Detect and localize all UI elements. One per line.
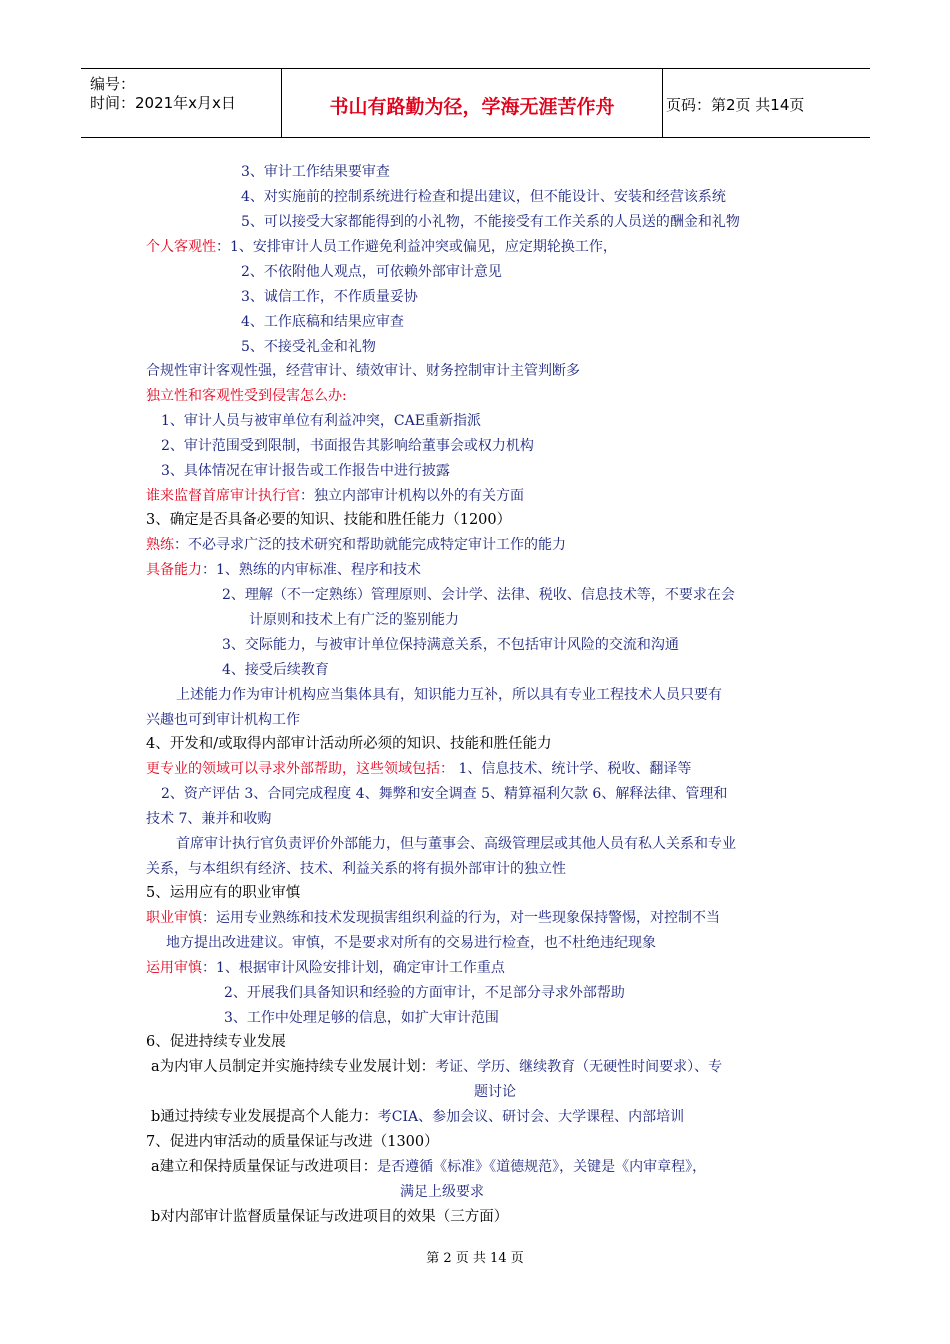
body-text: 4、对实施前的控制系统进行检查和提出建议，但不能设计、安装和经营该系统 bbox=[241, 189, 726, 205]
text-line bbox=[241, 263, 502, 281]
text-line bbox=[241, 313, 404, 331]
text-line bbox=[151, 1058, 722, 1076]
text-line bbox=[241, 163, 390, 181]
text-line bbox=[146, 884, 300, 902]
body-text: 上述能力作为审计机构应当集体具有，知识能力互补，所以具有专业工程技术人员只要有 bbox=[176, 687, 722, 703]
text-line bbox=[146, 909, 720, 927]
body-text: 3、工作中处理足够的信息，如扩大审计范围 bbox=[224, 1010, 499, 1026]
text-line bbox=[249, 611, 459, 629]
body-text: ：运用专业熟练和技术发现损害组织利益的行为，对一些现象保持警惕，对控制不当 bbox=[202, 910, 720, 926]
text-line bbox=[166, 934, 656, 952]
text-line bbox=[474, 1083, 516, 1101]
body-text: ：不必寻求广泛的技术研究和帮助就能完成特定审计工作的能力 bbox=[174, 537, 566, 553]
text-line bbox=[161, 412, 481, 430]
heading-text: 5、运用应有的职业审慎 bbox=[146, 885, 301, 901]
highlight-term: 独立性和客观性受到侵害怎么办: bbox=[146, 388, 347, 404]
body-text: ：1、安排审计人员工作避免利益冲突或偏见，应定期轮换工作， bbox=[216, 239, 617, 255]
text-line bbox=[222, 586, 735, 604]
body-text: 5、不接受礼金和礼物 bbox=[241, 339, 376, 355]
body-text: 合规性审计客观性强，经营审计、绩效审计、财务控制审计主管判断多 bbox=[146, 363, 580, 379]
text-line bbox=[146, 959, 505, 977]
text-line bbox=[222, 636, 679, 654]
text-line bbox=[146, 387, 347, 405]
text-line bbox=[224, 1009, 499, 1027]
body-text: 是否遵循《标准》《道德规范》，关键是《内审章程》， bbox=[377, 1159, 707, 1175]
text-line bbox=[151, 1158, 706, 1176]
text-line bbox=[146, 511, 511, 529]
text-line bbox=[146, 760, 691, 778]
highlight-term: 个人客观性 bbox=[146, 239, 216, 255]
text-line bbox=[146, 1033, 286, 1051]
body-text: 3、审计工作结果要审查 bbox=[241, 164, 390, 180]
text-line bbox=[146, 238, 617, 256]
text-line bbox=[146, 561, 421, 579]
body-text: 计原则和技术上有广泛的鉴别能力 bbox=[249, 612, 459, 628]
text-line bbox=[224, 984, 625, 1002]
header-left-cell bbox=[81, 69, 282, 137]
text-line bbox=[146, 536, 566, 554]
body-text: 1、信息技术、统计学、税收、翻译等 bbox=[454, 761, 692, 777]
highlight-term: 职业审慎 bbox=[146, 910, 202, 926]
body-text: 2、审计范围受到限制，书面报告其影响给董事会或权力机构 bbox=[161, 438, 534, 454]
body-text: 3、交际能力，与被审计单位保持满意关系，不包括审计风险的交流和沟通 bbox=[222, 637, 679, 653]
heading-text: 4、开发和/或取得内部审计活动所必须的知识、技能和胜任能力 bbox=[146, 736, 552, 752]
heading-text: b通过持续专业发展提高个人能力： bbox=[151, 1109, 378, 1125]
document-number-label: 编号： bbox=[90, 75, 136, 93]
body-text: ：1、熟练的内审标准、程序和技术 bbox=[202, 562, 421, 578]
text-line bbox=[146, 487, 524, 505]
body-text: 2、开展我们具备知识和经验的方面审计，不足部分寻求外部帮助 bbox=[224, 985, 625, 1001]
body-text: 4、工作底稿和结果应审查 bbox=[241, 314, 404, 330]
heading-text: 3、确定是否具备必要的知识、技能和胜任能力（1200） bbox=[146, 512, 512, 528]
header-center-cell bbox=[282, 69, 663, 137]
highlight-term: 谁来监督首席审计执行官 bbox=[146, 488, 300, 504]
body-text: 2、理解（不一定熟练）管理原则、会计学、法律、税收、信息技术等，不要求在会 bbox=[222, 587, 735, 603]
highlight-term: 运用审慎 bbox=[146, 960, 202, 976]
text-line bbox=[241, 288, 418, 306]
body-text: 3、具体情况在审计报告或工作报告中进行披露 bbox=[161, 463, 450, 479]
text-line bbox=[151, 1108, 684, 1126]
highlight-term: 具备能力 bbox=[146, 562, 202, 578]
heading-text: b对内部审计监督质量保证与改进项目的效果（三方面） bbox=[151, 1209, 509, 1225]
body-text: ：1、根据审计风险安排计划，确定审计工作重点 bbox=[202, 960, 505, 976]
heading-text: a为内审人员制定并实施持续专业发展计划： bbox=[151, 1059, 436, 1075]
text-line bbox=[176, 835, 736, 853]
heading-text: 6、促进持续专业发展 bbox=[146, 1034, 286, 1050]
highlight-term: 更专业的领域可以寻求外部帮助，这些领域包括： bbox=[146, 761, 454, 777]
body-text: 考证、学历、继续教育（无硬性时间要求）、专 bbox=[435, 1059, 723, 1075]
body-text: 技术 7、兼并和收购 bbox=[146, 811, 272, 827]
text-line bbox=[222, 661, 329, 679]
heading-text: a建立和保持质量保证与改进项目： bbox=[151, 1159, 378, 1175]
body-text: 3、诚信工作，不作质量妥协 bbox=[241, 289, 418, 305]
body-text: 题讨论 bbox=[474, 1084, 516, 1100]
body-text: 5、可以接受大家都能得到的小礼物，不能接受有工作关系的人员送的酬金和礼物 bbox=[241, 214, 740, 230]
body-text: 首席审计执行官负责评价外部能力，但与董事会、高级管理层或其他人员有私人关系和专业 bbox=[176, 836, 736, 852]
header-motto: 书山有路勤为径，学海无涯苦作舟 bbox=[329, 96, 615, 118]
text-line bbox=[161, 785, 727, 803]
body-text: 满足上级要求 bbox=[400, 1184, 484, 1200]
body-text: ：独立内部审计机构以外的有关方面 bbox=[300, 488, 524, 504]
document-date-label: 时间：2021年x月x日 bbox=[90, 94, 236, 112]
body-text: 兴趣也可到审计机构工作 bbox=[146, 712, 300, 728]
text-line bbox=[241, 213, 740, 231]
page-header bbox=[81, 68, 870, 138]
text-line bbox=[400, 1183, 484, 1201]
heading-text: 7、促进内审活动的质量保证与改进（1300） bbox=[146, 1134, 439, 1150]
body-text: 考CIA、参加会议、研讨会、大学课程、内部培训 bbox=[377, 1109, 685, 1125]
text-line bbox=[146, 735, 552, 753]
body-text: 2、资产评估 3、合同完成程度 4、舞弊和安全调查 5、精算福利欠款 6、解释法律、管理和 bbox=[161, 786, 728, 802]
text-line bbox=[146, 711, 300, 729]
text-line bbox=[161, 462, 450, 480]
body-text: 地方提出改进建议。审慎，不是要求对所有的交易进行检查，也不杜绝违纪现象 bbox=[166, 935, 656, 951]
text-line bbox=[176, 686, 722, 704]
header-right-cell bbox=[663, 69, 870, 137]
page-number-label: 页码：第2页 共14页 bbox=[666, 96, 805, 114]
body-text: 4、接受后续教育 bbox=[222, 662, 329, 678]
text-line bbox=[241, 338, 376, 356]
body-text: 1、审计人员与被审单位有利益冲突，CAE重新指派 bbox=[161, 413, 481, 429]
page-footer: 第 2 页 共 14 页 bbox=[426, 1251, 524, 1266]
text-line bbox=[146, 810, 271, 828]
text-line bbox=[241, 188, 726, 206]
body-text: 关系，与本组织有经济、技术、利益关系的将有损外部审计的独立性 bbox=[146, 861, 566, 877]
body-text: 2、不依附他人观点，可依赖外部审计意见 bbox=[241, 264, 502, 280]
highlight-term: 熟练 bbox=[146, 537, 174, 553]
text-line bbox=[146, 860, 566, 878]
text-line bbox=[146, 1133, 439, 1151]
text-line bbox=[151, 1208, 508, 1226]
text-line bbox=[146, 362, 580, 380]
text-line bbox=[161, 437, 534, 455]
